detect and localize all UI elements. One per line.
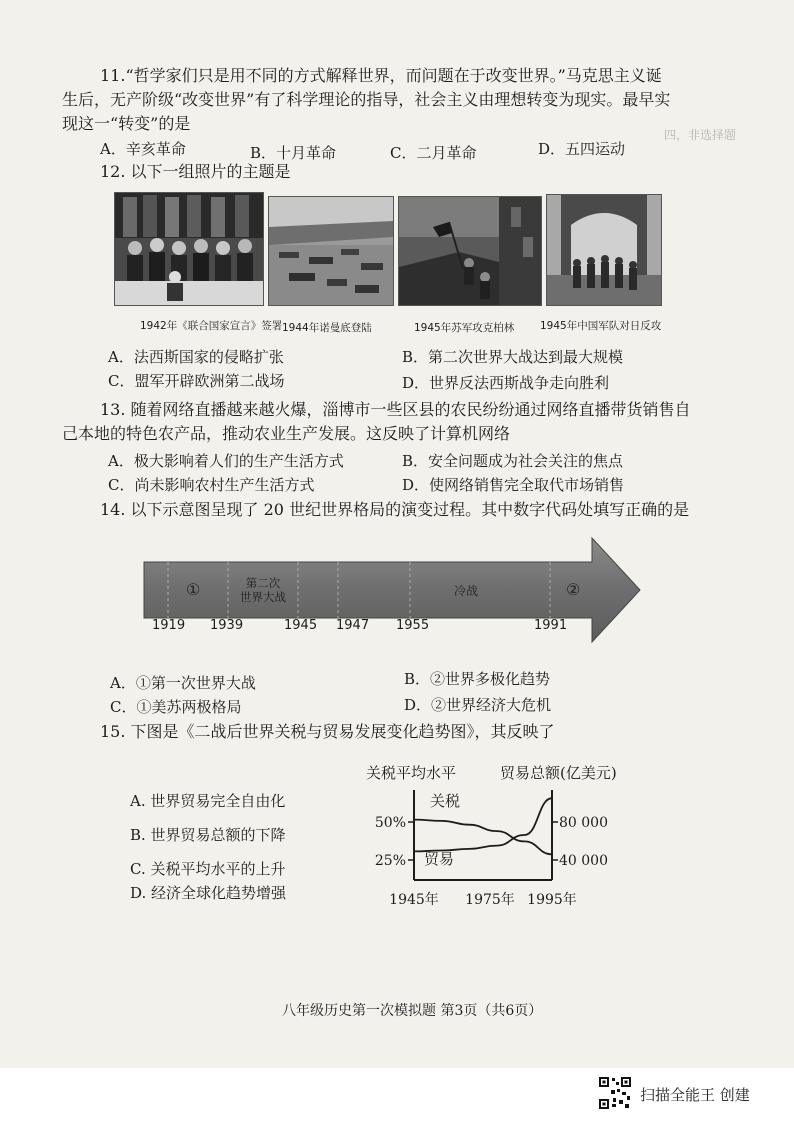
year-1919: 1919: [152, 618, 186, 633]
q12-option-c: C．盟军开辟欧洲第二战场: [108, 372, 285, 390]
q14-stem: 14. 以下示意图呈现了 20 世纪世界格局的演变过程。其中数字代码处填写正确的是: [100, 500, 690, 519]
q14-option-d: D．②世界经济大危机: [404, 696, 552, 714]
photo-caption-4: 1945年中国军队对日反攻: [540, 320, 662, 332]
photo-declaration-signing: [114, 192, 264, 306]
chart-left-tick-label-50: 50%: [374, 815, 406, 831]
year-1947: 1947: [336, 618, 370, 633]
chart-right-tick-label-40000: 40 000: [559, 853, 608, 869]
q12-stem: 12. 以下一组照片的主题是: [100, 162, 291, 181]
chart-right-axis-label: 贸易总额(亿美元): [500, 764, 617, 782]
photo-chinese-counteroffensive: [546, 194, 662, 306]
chart-left-axis-label: 关税平均水平: [366, 764, 457, 782]
q15-option-d: D. 经济全球化趋势增强: [130, 884, 287, 902]
photo-berlin-flag: [398, 196, 542, 306]
timeline-ww2-label: [234, 576, 292, 604]
scanner-watermark: 扫描全能王 创建: [640, 1086, 750, 1104]
photo-caption-2: 1944年诺曼底登陆: [282, 322, 372, 334]
q11-line1: 11.“哲学家们只是用不同的方式解释世界，而问题在于改变世界。”马克思主义诞: [100, 66, 662, 85]
chart-right-tick-label-80000: 80 000: [559, 815, 608, 831]
q14-option-c: C．①美苏两极格局: [110, 698, 242, 716]
bleed-through-text: 四，非选择题: [664, 128, 737, 142]
q11-option-a: A．辛亥革命: [100, 140, 186, 158]
q14-option-a: A．①第一次世界大战: [110, 674, 256, 692]
timeline-ww2-line1: 第二次: [245, 576, 281, 590]
timeline-label-2: ②: [566, 580, 581, 599]
q15-stem: 15. 下图是《二战后世界关税与贸易发展变化趋势图》，其反映了: [100, 722, 555, 741]
q12-option-d: D．世界反法西斯战争走向胜利: [402, 374, 610, 392]
q12-option-a: A．法西斯国家的侵略扩张: [108, 348, 284, 366]
q13-option-b: B．安全问题成为社会关注的焦点: [402, 452, 624, 470]
q13-option-d: D．使网络销售完全取代市场销售: [402, 476, 625, 494]
q12-option-b: B．第二次世界大战达到最大规模: [402, 348, 624, 366]
q13-line1: 13. 随着网络直播越来越火爆，淄博市一些区县的农民纷纷通过网络直播带货销售自: [100, 400, 691, 419]
timeline-ww2-line2: 世界大战: [240, 590, 286, 604]
chart-series-label-tariff: 关税: [430, 792, 461, 810]
q13-option-c: C．尚未影响农村生产生活方式: [108, 476, 315, 494]
q15-option-c: C. 关税平均水平的上升: [130, 860, 286, 878]
q15-option-a: A. 世界贸易完全自由化: [130, 792, 286, 810]
qr-code-icon: [598, 1076, 632, 1110]
q11-option-d: D．五四运动: [538, 140, 626, 158]
page-footer: 八年级历史第一次模拟题 第3页（共6页）: [282, 1003, 543, 1019]
q13-line2: 己本地的特色农产品，推动农业生产发展。这反映了计算机网络: [62, 424, 511, 443]
year-1955: 1955: [396, 618, 430, 633]
q15-option-b: B. 世界贸易总额的下降: [130, 826, 286, 844]
year-1945: 1945: [284, 618, 318, 633]
q11-line3: 现这一“转变”的是: [62, 114, 191, 133]
year-1939: 1939: [210, 618, 244, 633]
chart-x-tick-label-1975: 1975年: [465, 892, 515, 908]
chart-series-label-trade: 贸易: [424, 850, 455, 868]
chart-x-tick-label-1995: 1995年: [527, 892, 577, 908]
q11-option-c: C．二月革命: [390, 144, 477, 162]
timeline-coldwar-label: 冷战: [454, 584, 479, 598]
photo-normandy-landing: [268, 196, 394, 306]
photo-caption-3: 1945年苏军攻克柏林: [414, 322, 515, 334]
chart-x-tick-label-1945: 1945年: [389, 892, 439, 908]
q14-option-b: B．②世界多极化趋势: [404, 670, 551, 688]
chart-left-tick-label-25: 25%: [374, 853, 406, 869]
year-1991: 1991: [534, 618, 568, 633]
q11-line2: 生后，无产阶级“改变世界”有了科学理论的指导，社会主义由理想转变为现实。最早实: [62, 90, 671, 109]
q13-option-a: A．极大影响着人们的生产生活方式: [108, 452, 344, 470]
tariff-trade-chart: [360, 756, 617, 916]
photo-caption-1: 1942年《联合国家宣言》签署: [140, 320, 283, 332]
timeline-label-1: ①: [186, 580, 201, 599]
q11-option-b: B．十月革命: [250, 144, 337, 162]
